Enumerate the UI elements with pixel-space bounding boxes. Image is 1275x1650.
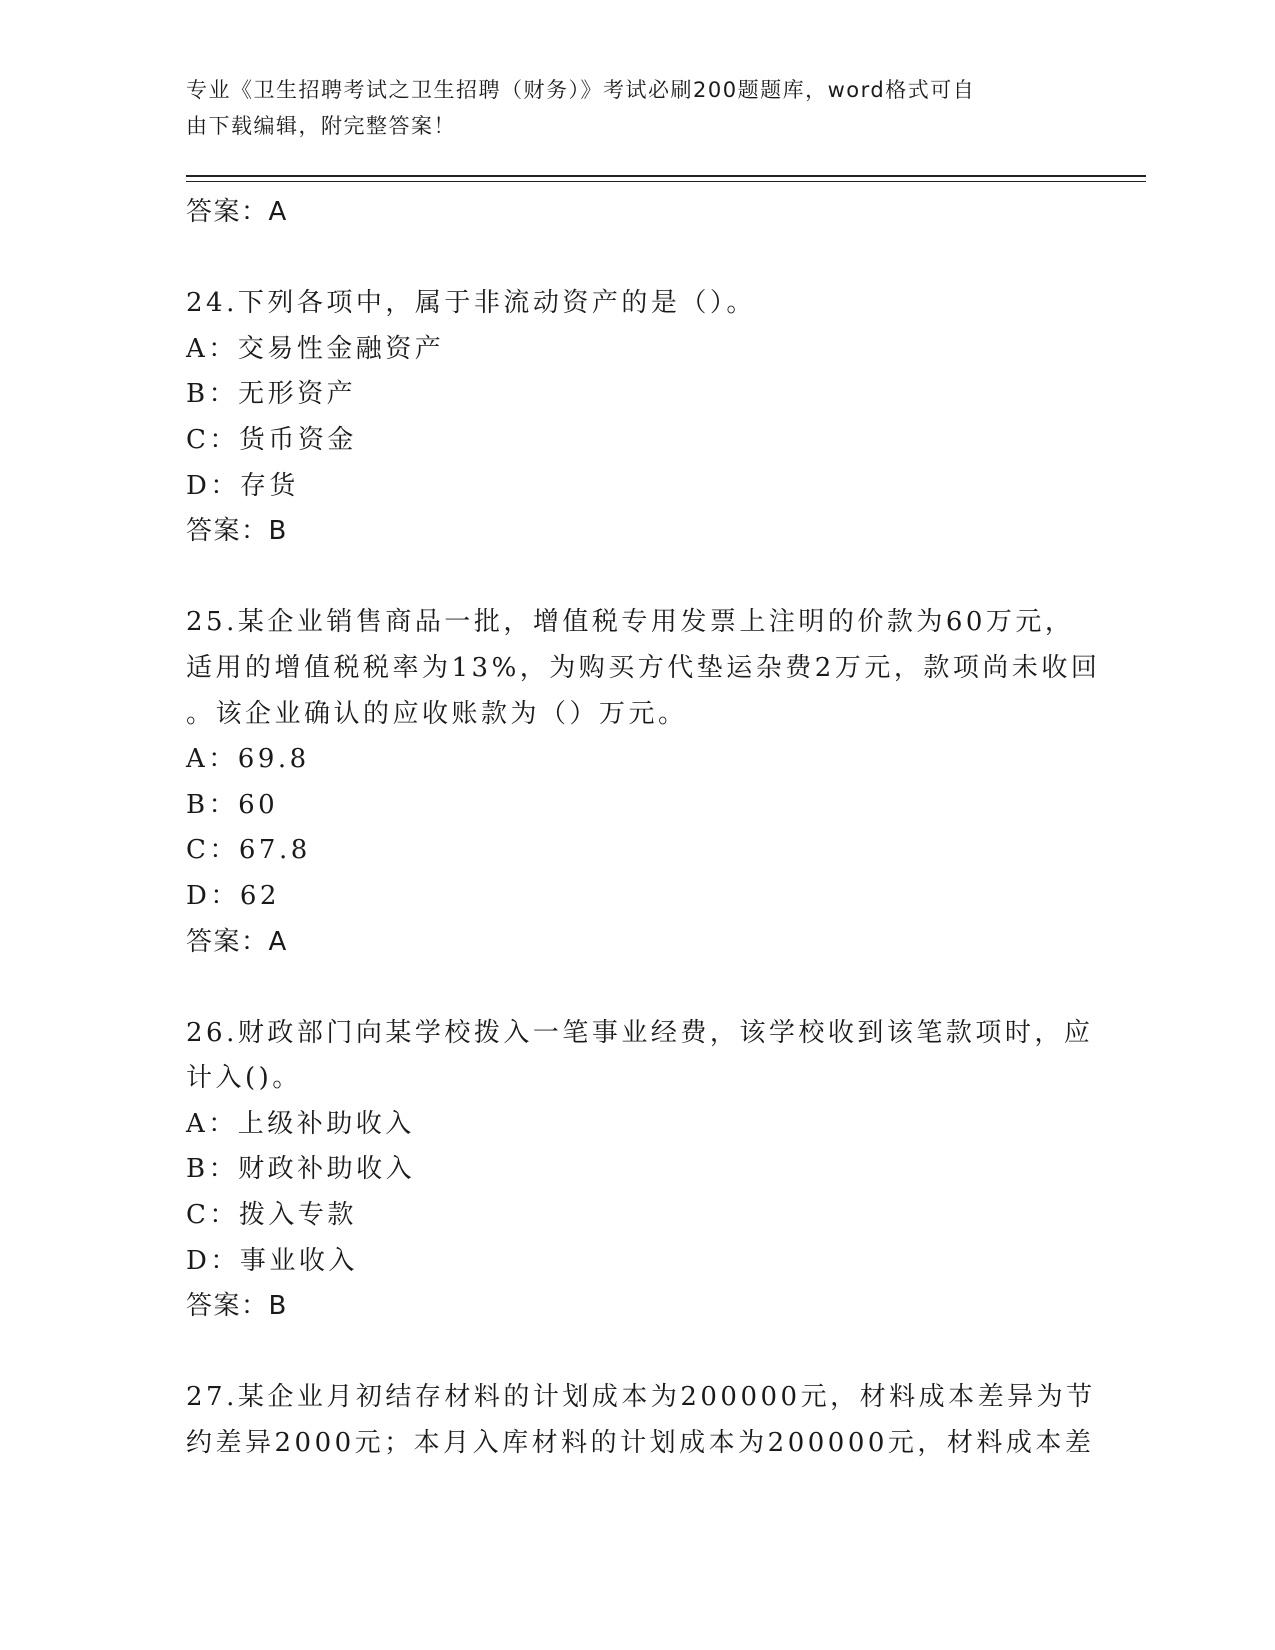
- spacer: [186, 1330, 1086, 1376]
- question-26: [186, 1011, 1094, 1330]
- option-b: B：60: [186, 789, 279, 820]
- option-b: B：无形资产: [186, 379, 357, 410]
- option-d: D：62: [186, 880, 280, 911]
- question-stem: 26.财政部门向某学校拨入一笔事业经费，该学校收到该笔款项时，应: [186, 1017, 1094, 1048]
- question-stem: 24.下列各项中，属于非流动资产的是（）。: [186, 288, 756, 319]
- question-stem: 适用的增值税税率为13%，为购买方代垫运杂费2万元，款项尚未收回: [186, 652, 1101, 683]
- option-a: A：69.8: [186, 744, 310, 775]
- option-d: D：存货: [186, 470, 299, 501]
- question-27: [186, 1375, 1096, 1466]
- option-d: D：事业收入: [186, 1245, 358, 1276]
- answer-line: 答案：A: [186, 197, 288, 227]
- document-header: [186, 72, 1066, 144]
- document-body: [186, 190, 1101, 1467]
- question-24: [186, 281, 1086, 555]
- question-stem: 计入()。: [186, 1063, 302, 1094]
- question-stem: 。该企业确认的应收账款为（）万元。: [186, 698, 688, 729]
- spacer: [186, 965, 1086, 1011]
- answer-line: 答案：B: [186, 516, 288, 547]
- question-stem: 约差异2000元；本月入库材料的计划成本为200000元，材料成本差: [186, 1428, 1095, 1459]
- question-25: [186, 600, 1101, 965]
- header-line-2: 由下载编辑，附完整答案！: [186, 114, 456, 138]
- question-stem: 25.某企业销售商品一批，增值税专用发票上注明的价款为60万元，: [186, 607, 1075, 638]
- option-c: C：货币资金: [186, 424, 357, 455]
- question-stem: 27.某企业月初结存材料的计划成本为200000元，材料成本差异为节: [186, 1382, 1096, 1413]
- header-line-1: 专业《卫生招聘考试之卫生招聘（财务）》考试必刷200题题库，word格式可自: [186, 78, 976, 102]
- spacer: [186, 555, 1086, 601]
- option-a: A：上级补助收入: [186, 1108, 415, 1139]
- answer-line: 答案：B: [186, 1291, 288, 1322]
- option-b: B：财政补助收入: [186, 1154, 416, 1185]
- spacer: [186, 236, 1086, 282]
- header-divider-thin: [186, 181, 1146, 182]
- option-a: A：交易性金融资产: [186, 333, 445, 364]
- option-c: C：拨入专款: [186, 1200, 357, 1231]
- option-c: C：67.8: [186, 835, 311, 866]
- answer-line: 答案：A: [186, 926, 288, 957]
- header-divider-thick: [186, 175, 1146, 177]
